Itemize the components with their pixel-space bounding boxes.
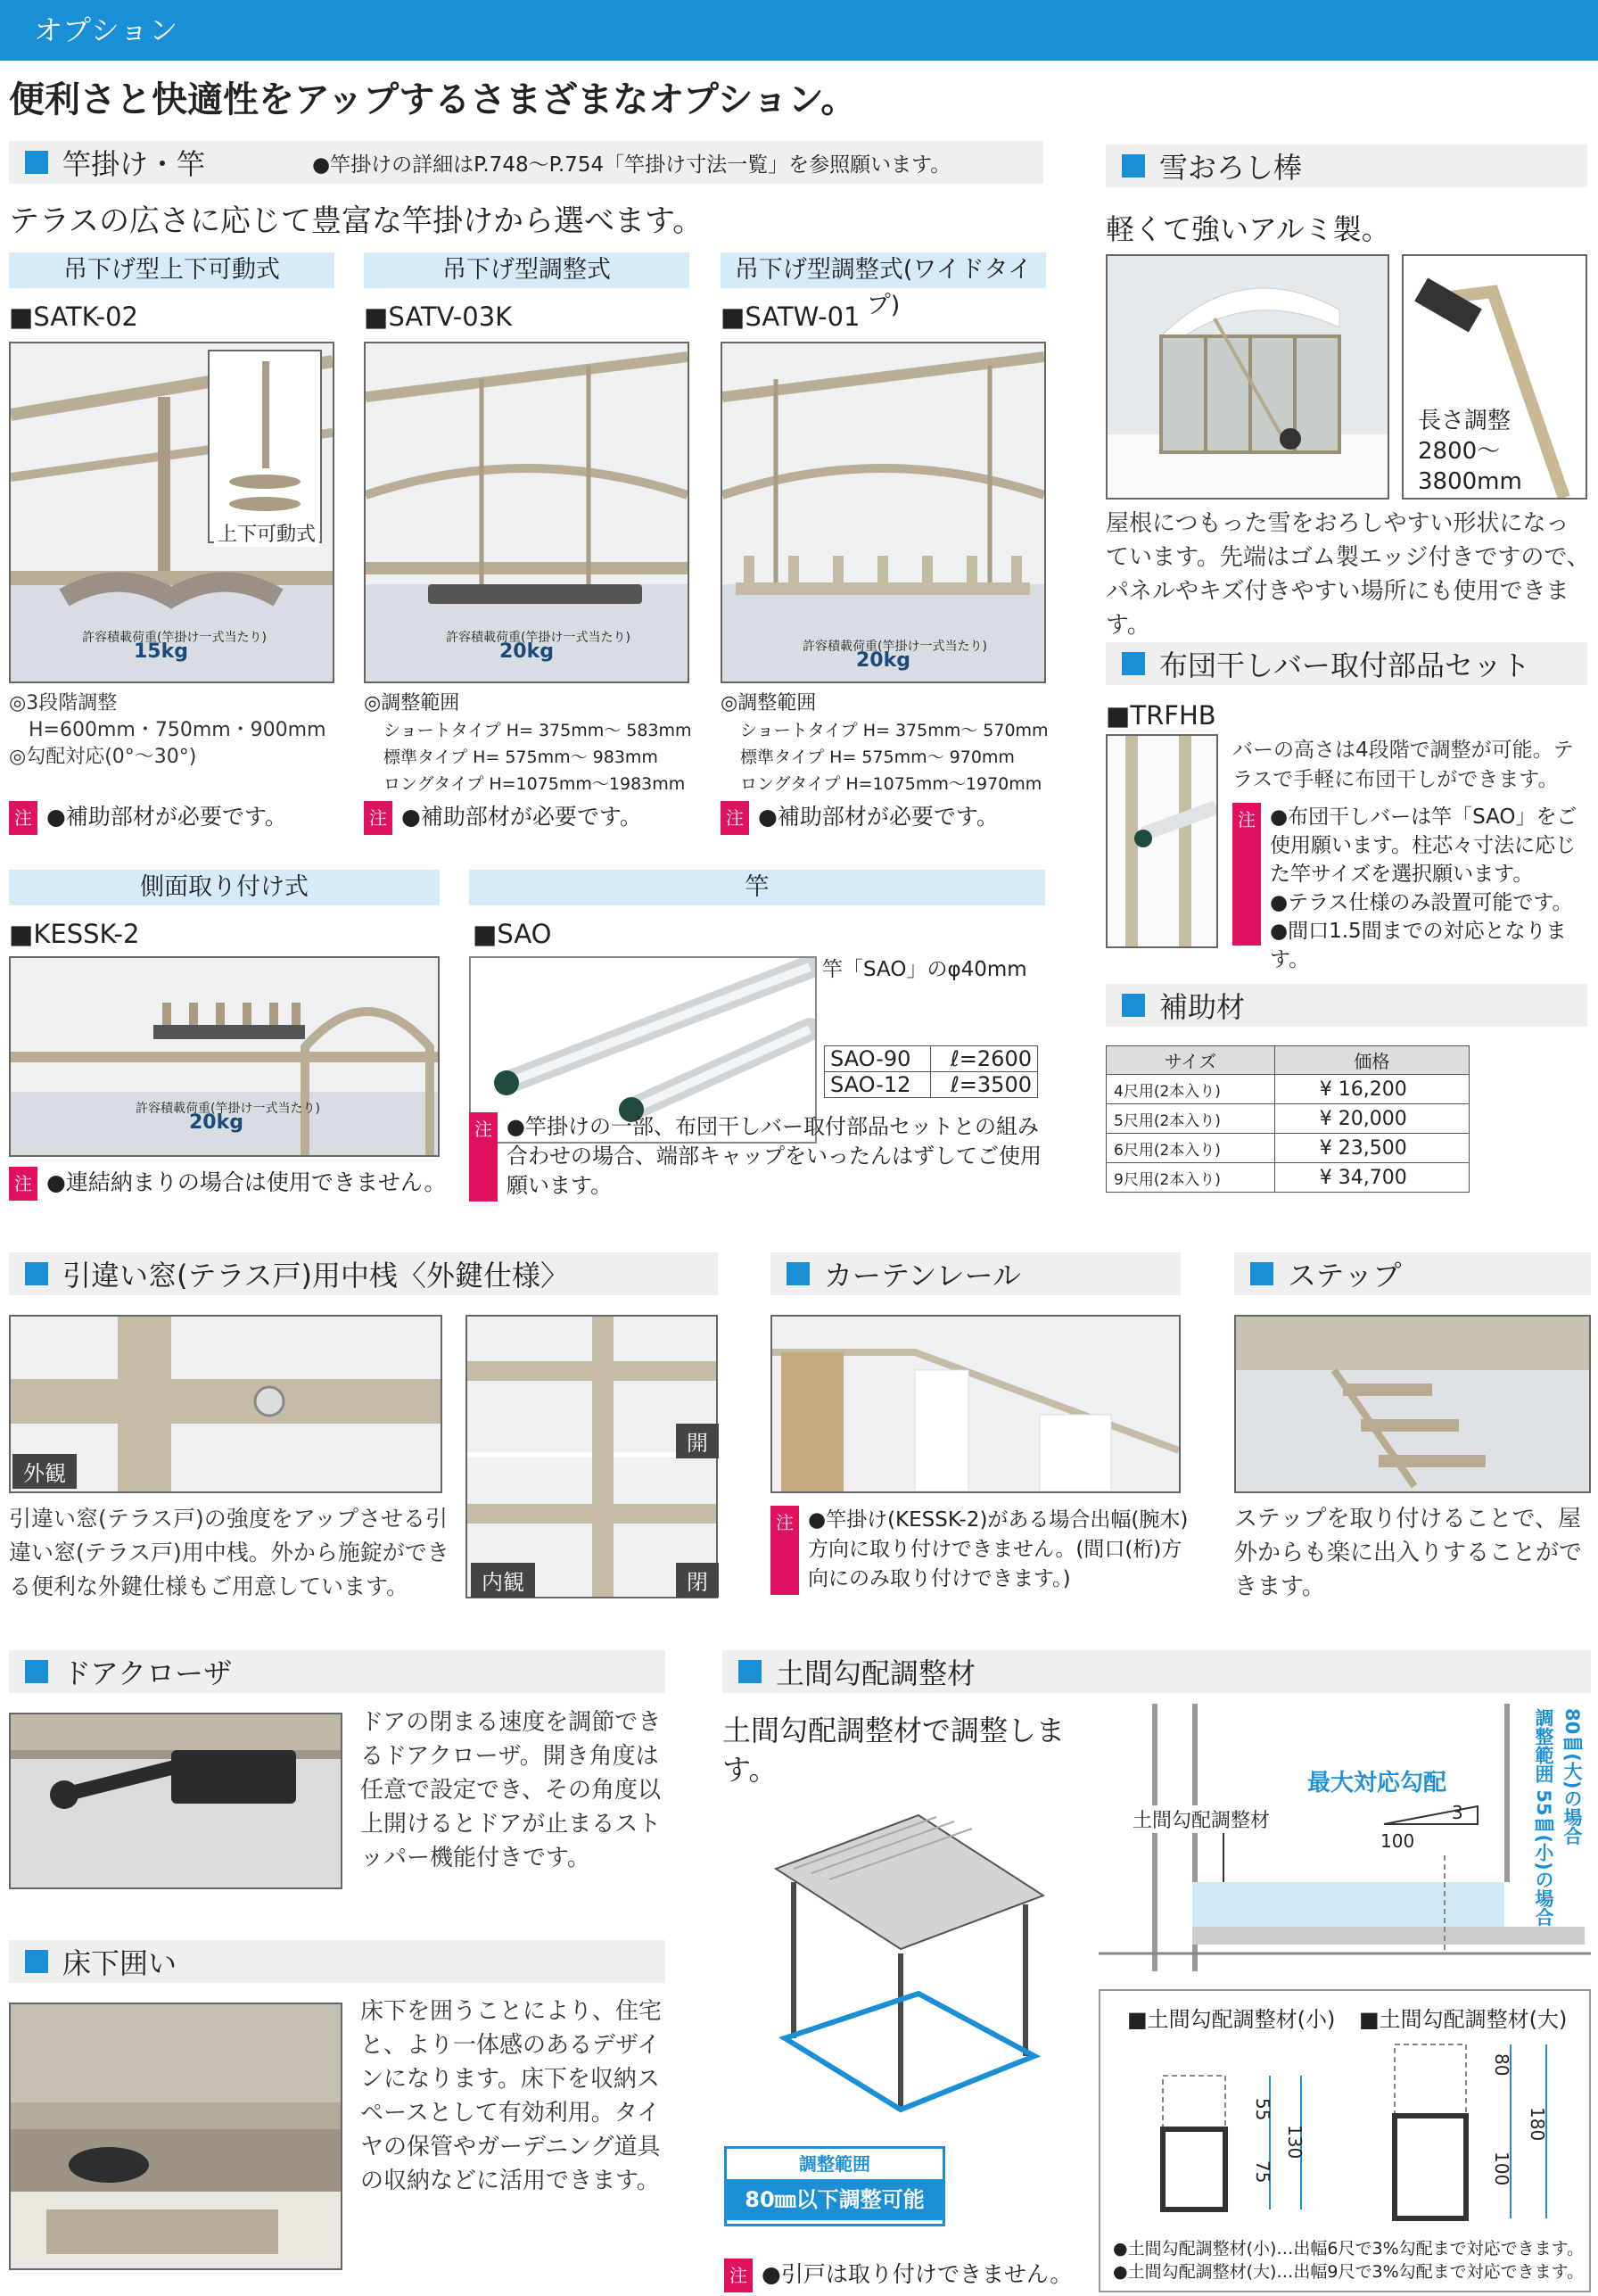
section-heading-hojo bbox=[1106, 984, 1587, 1027]
heading-text: 雪おろし棒 bbox=[1159, 151, 1303, 185]
door-desc: ドアの閉まる速度を調節できるドアクローザ。開き角度は任意で設定でき、その角度以上開けるとドアが止まるストッパー機能付きです。 bbox=[360, 1709, 662, 1871]
dim-large-180: 180 bbox=[1527, 2107, 1548, 2142]
note-col4 bbox=[9, 1167, 446, 1201]
photo-underfloor bbox=[9, 2003, 342, 2270]
heading-square-icon bbox=[25, 1262, 48, 1285]
type-label-col4: 側面取り付け式 bbox=[9, 870, 440, 905]
table-row bbox=[1107, 1104, 1470, 1134]
table-cell: SAO-90 bbox=[825, 1046, 931, 1072]
note-text: ●補助部材が必要です。 bbox=[401, 804, 642, 830]
load-label-col4: 許容積載荷重(竿掛け一式当たり) bbox=[136, 1102, 320, 1116]
table-cell: ℓ=2600 bbox=[931, 1046, 1038, 1072]
section-heading-doma bbox=[722, 1650, 1591, 1693]
type-label-col1: 吊下げ型上下可動式 bbox=[9, 252, 334, 288]
yuki-lead: 軽くて強いアルミ製。 bbox=[1106, 212, 1390, 246]
spec-line: ◎3段階調整 bbox=[9, 692, 118, 714]
dim-large-100: 100 bbox=[1491, 2151, 1512, 2186]
table-row bbox=[1107, 1075, 1470, 1104]
type-label-col3: 吊下げ型調整式(ワイドタイプ) bbox=[721, 252, 1046, 288]
model-col4: ■KESSK-2 bbox=[9, 919, 140, 949]
dim-small-55: 55 bbox=[1252, 2098, 1273, 2121]
note-curtain bbox=[770, 1506, 1190, 1595]
heading-text: 土間勾配調整材 bbox=[776, 1656, 976, 1690]
section-heading-door bbox=[9, 1650, 665, 1693]
heading-square-icon bbox=[1122, 994, 1145, 1017]
length-value: 3800mm bbox=[1418, 468, 1522, 495]
note-text: ●補助部材が必要です。 bbox=[758, 804, 999, 830]
page-lead: 便利さと快適性をアップするさまざまなオプション。 bbox=[9, 79, 857, 120]
label-interior: 内観 bbox=[471, 1563, 535, 1598]
heading-text: カーテンレール bbox=[824, 1259, 1021, 1293]
note-col2 bbox=[364, 801, 642, 835]
note-mark: 注 bbox=[9, 801, 37, 835]
heading-square-icon bbox=[787, 1262, 810, 1285]
doma-terrace-diagram bbox=[740, 1797, 1079, 2127]
heading-text: 布団干しバー取付部品セット bbox=[1159, 648, 1531, 682]
large-part-title: ■土間勾配調整材(大) bbox=[1359, 2007, 1568, 2032]
section-heading-saokake bbox=[9, 141, 1043, 184]
note-text: ●竿掛け(KESSK-2)がある場合出幅(腕木)方向に取り付けできません。(間口(桁)方向にのみ取り付けできます。) bbox=[808, 1508, 1189, 1590]
heading-square-icon bbox=[25, 1660, 48, 1683]
photo-satw01 bbox=[721, 342, 1046, 683]
photo-curtain-rail bbox=[770, 1315, 1181, 1493]
reference-note: ●竿掛けの詳細はP.748〜P.754「竿掛け寸法一覧」を参照願います。 bbox=[312, 153, 951, 177]
small-part-title: ■土間勾配調整材(小) bbox=[1127, 2007, 1336, 2032]
table-cell: 5尺用(2本入り) bbox=[1107, 1104, 1275, 1134]
note-col5 bbox=[469, 1112, 1049, 1202]
note-col1 bbox=[9, 801, 287, 835]
section-title: オプション bbox=[34, 13, 179, 47]
footnote: ●土間勾配調整材(大)…出幅9尺で3%勾配まで対応できます。 bbox=[1113, 2262, 1585, 2282]
note-mark: 注 bbox=[721, 801, 749, 835]
spec-line: ショートタイプ H= 375mm〜 570mm bbox=[740, 721, 1049, 740]
dim-small-130: 130 bbox=[1284, 2125, 1306, 2160]
table-header: サイズ bbox=[1107, 1046, 1275, 1075]
spec-line: ◎勾配対応(0°〜30°) bbox=[9, 746, 197, 768]
doma-lead: 土間勾配調整材で調整します。 bbox=[722, 1714, 1066, 1787]
note-mark: 注 bbox=[364, 801, 392, 835]
note-mark: 注 bbox=[9, 1167, 37, 1201]
load-value-col1: 15kg bbox=[134, 640, 188, 663]
model-col3: ■SATW-01 bbox=[721, 301, 861, 332]
heading-text: ステップ bbox=[1288, 1259, 1402, 1293]
vertical-label-small: 調整範囲 55㎜(小)の場合 bbox=[1533, 1708, 1554, 1927]
table-cell: 9尺用(2本入り) bbox=[1107, 1163, 1275, 1193]
table-cell: 4尺用(2本入り) bbox=[1107, 1075, 1275, 1104]
model-col5: ■SAO bbox=[473, 919, 552, 949]
doma-footnotes bbox=[1113, 2237, 1584, 2284]
table-cell: ¥ 16,200 bbox=[1274, 1075, 1469, 1104]
spec-line: 標準タイプ H= 575mm〜 970mm bbox=[740, 747, 1015, 767]
table-row bbox=[1107, 1134, 1470, 1163]
spec-line: H=600mm・750mm・900mm bbox=[29, 719, 326, 741]
badge-up-down: 上下可動式 bbox=[214, 519, 319, 547]
hojo-price-table bbox=[1106, 1045, 1470, 1193]
heading-text: 補助材 bbox=[1159, 990, 1246, 1024]
section-heading-yuka bbox=[9, 1940, 665, 1983]
length-label: 長さ調整 bbox=[1418, 408, 1512, 434]
note-text: ●補助部材が必要です。 bbox=[46, 804, 287, 830]
heading-text: 竿掛け・竿 bbox=[62, 147, 206, 181]
adjust-range-box bbox=[724, 2146, 945, 2226]
note-text: ●間口1.5間までの対応となります。 bbox=[1270, 920, 1567, 971]
model-futon: ■TRFHB bbox=[1106, 700, 1216, 731]
heading-text: 引違い窓(テラス戸)用中桟〈外鍵仕様〉 bbox=[62, 1259, 570, 1293]
doma-section-diagram bbox=[1099, 1704, 1591, 1980]
heading-square-icon bbox=[25, 151, 48, 174]
section-heading-futon bbox=[1106, 642, 1587, 685]
heading-text: 床下囲い bbox=[62, 1946, 177, 1980]
table-cell: 6尺用(2本入り) bbox=[1107, 1134, 1275, 1163]
note-text: ●竿掛けの一部、布団干しバー取付部品セットとの組み合わせの場合、端部キャップをいったんはずしてご使用願います。 bbox=[507, 1114, 1042, 1198]
table-cell: ¥ 20,000 bbox=[1274, 1104, 1469, 1134]
spec-head: ◎調整範囲 bbox=[721, 692, 817, 714]
load-label-col1: 許容積載荷重(竿掛け一式当たり) bbox=[82, 631, 267, 645]
nakasan-desc: 引違い窓(テラス戸)の強度をアップさせる引違い窓(テラス戸)用中桟。外から施錠ができる便利な外鍵仕様もご用意しています。 bbox=[9, 1506, 449, 1599]
photo-snow-terrace bbox=[1106, 254, 1389, 500]
note-list bbox=[1270, 803, 1594, 974]
dim-small-75: 75 bbox=[1252, 2160, 1273, 2184]
note-mark: 注 bbox=[469, 1112, 498, 1202]
load-label-col2: 許容積載荷重(竿掛け一式当たり) bbox=[446, 631, 630, 645]
note-doma bbox=[724, 2259, 1072, 2292]
specs-col1 bbox=[9, 690, 326, 771]
note-text: ●布団干しバーは竿「SAO」をご使用願います。柱芯々寸法に応じた竿サイズを選択願います。 bbox=[1270, 805, 1577, 886]
vertical-label-large: 80㎜(大)の場合 bbox=[1561, 1708, 1583, 1846]
table-cell: ℓ=3500 bbox=[931, 1072, 1038, 1098]
slope-run: 100 bbox=[1380, 1830, 1415, 1852]
table-cell: ¥ 23,500 bbox=[1274, 1134, 1469, 1163]
table-cell: ¥ 34,700 bbox=[1274, 1163, 1469, 1193]
model-col1: ■SATK-02 bbox=[9, 301, 138, 332]
load-value-col2: 20kg bbox=[499, 640, 554, 663]
load-label-col3: 許容積載荷重(竿掛け一式当たり) bbox=[803, 640, 987, 654]
heading-square-icon bbox=[1122, 652, 1145, 675]
specs-col3 bbox=[721, 690, 1049, 797]
table-header: 価格 bbox=[1274, 1046, 1469, 1075]
label-exterior: 外観 bbox=[12, 1454, 77, 1489]
length-adjust bbox=[1418, 406, 1522, 497]
spec-line: 標準タイプ H= 575mm〜 983mm bbox=[383, 747, 658, 767]
range-value: 80㎜以下調整可能 bbox=[727, 2179, 943, 2220]
note-mark: 注 bbox=[1232, 803, 1261, 946]
specs-col2 bbox=[364, 690, 692, 797]
futon-desc: バーの高さは4段階で調整が可能。テラスで手軽に布団干しができます。 bbox=[1232, 739, 1574, 791]
section-heading-step bbox=[1234, 1252, 1591, 1295]
sao-diameter: 竿「SAO」のφ40mm bbox=[822, 958, 1027, 981]
spec-line: ショートタイプ H= 375mm〜 583mm bbox=[383, 721, 692, 740]
heading-square-icon bbox=[25, 1950, 48, 1973]
spec-line: ロングタイプ H=1075mm〜1983mm bbox=[383, 774, 686, 794]
spec-head: ◎調整範囲 bbox=[364, 692, 460, 714]
part-label: 土間勾配調整材 bbox=[1133, 1805, 1270, 1833]
model-col2: ■SATV-03K bbox=[364, 301, 513, 332]
table-row bbox=[825, 1046, 1038, 1072]
photo-step bbox=[1234, 1315, 1591, 1493]
section-heading-curtain bbox=[770, 1252, 1181, 1295]
dim-large-80: 80 bbox=[1491, 2053, 1512, 2077]
max-slope-label: 最大対応勾配 bbox=[1307, 1770, 1447, 1796]
heading-square-icon bbox=[1122, 154, 1145, 178]
label-close: 閉 bbox=[676, 1563, 719, 1598]
length-value: 2800〜 bbox=[1418, 438, 1501, 465]
load-value-col4: 20kg bbox=[189, 1111, 243, 1134]
photo-door-closer bbox=[9, 1713, 342, 1889]
heading-text: ドアクローザ bbox=[62, 1656, 233, 1690]
type-label-col2: 吊下げ型調整式 bbox=[364, 252, 689, 288]
photo-futon-bar bbox=[1106, 734, 1218, 948]
heading-square-icon bbox=[1250, 1262, 1273, 1285]
section-heading-yuki bbox=[1106, 145, 1587, 187]
section-heading-nakasan bbox=[9, 1252, 718, 1295]
step-desc: ステップを取り付けることで、屋外からも楽に出入りすることができます。 bbox=[1234, 1506, 1583, 1600]
note-text: ●連結納まりの場合は使用できません。 bbox=[46, 1169, 447, 1195]
heading-square-icon bbox=[738, 1660, 762, 1683]
yuki-desc: 屋根につもった雪をおろしやすい形状になっています。先端はゴム製エッジ付きですので、パネルやキズ付きやすい場所にも使用できます。 bbox=[1106, 510, 1590, 639]
yuka-desc: 床下を囲うことにより、住宅と、より一体感のあるデザインになります。床下を収納スペースとして有効利用。タイヤの保管やガーデニング道具の収納などに活用できます。 bbox=[360, 1998, 663, 2194]
note-text: ●テラス仕様のみ設置可能です。 bbox=[1270, 891, 1573, 914]
note-mark: 注 bbox=[770, 1506, 799, 1595]
type-label-col5: 竿 bbox=[469, 870, 1045, 905]
range-head: 調整範囲 bbox=[799, 2153, 870, 2175]
load-value-col3: 20kg bbox=[856, 649, 910, 672]
footnote: ●土間勾配調整材(小)…出幅6尺で3%勾配まで対応できます。 bbox=[1113, 2239, 1585, 2259]
note-col3 bbox=[721, 801, 999, 835]
saokake-lead: テラスの広さに応じて豊富な竿掛けから選べます。 bbox=[9, 203, 704, 239]
table-row bbox=[825, 1072, 1038, 1098]
section-header-bar bbox=[0, 0, 1598, 61]
table-cell: SAO-12 bbox=[825, 1072, 931, 1098]
table-row bbox=[1107, 1163, 1470, 1193]
note-mark: 注 bbox=[724, 2259, 753, 2292]
sao-size-table bbox=[824, 1045, 1038, 1098]
slope-rise: 3 bbox=[1452, 1802, 1463, 1823]
spec-line: ロングタイプ H=1075mm〜1970mm bbox=[740, 774, 1042, 794]
note-text: ●引戸は取り付けできません。 bbox=[762, 2261, 1073, 2287]
doma-parts-box bbox=[1099, 1989, 1591, 2292]
note-futon bbox=[1232, 803, 1594, 974]
label-open: 開 bbox=[676, 1424, 719, 1458]
table-header-row bbox=[1107, 1046, 1470, 1075]
